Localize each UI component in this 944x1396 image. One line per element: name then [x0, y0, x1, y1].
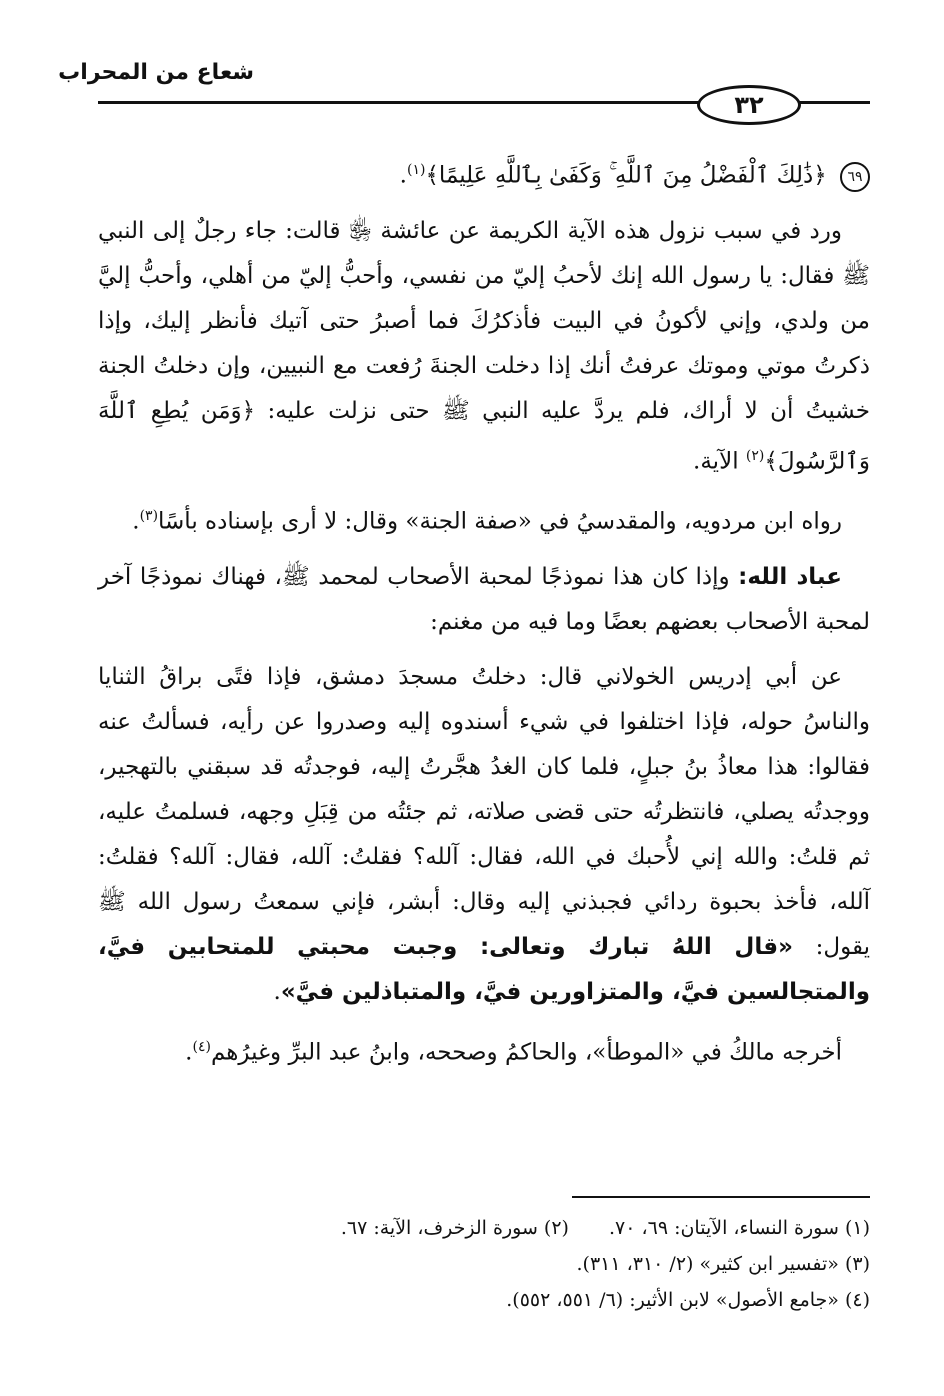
paragraph-5 [98, 1025, 870, 1076]
verse-line [98, 148, 870, 199]
footnote-2: (٢) سورة الزخرف، الآية: ٦٧. [340, 1217, 569, 1239]
footnote-4: (٤) «جامع الأصول» لابن الأثير: (٦/ ٥٥١، ٥٥٢). [506, 1289, 870, 1311]
footnote-row [120, 1210, 870, 1246]
footnote-ref: (٢) [745, 447, 765, 464]
verse-number-badge: ٦٩ [840, 162, 870, 192]
body-text [98, 148, 870, 1086]
footnote-1: (١) سورة النساء، الآيتان: ٦٩، ٧٠. [608, 1217, 870, 1239]
paragraph-2 [98, 494, 870, 545]
paragraph-3-text: وإذا كان هذا نموذجًا لمحبة الأصحاب لمحمد ﷺ، فهناك نموذجًا آخر لمحبة الأصحاب بعضهم بعضًا وما فيه من مغنم: [98, 563, 870, 635]
paragraph-1-text: ورد في سبب نزول هذه الآية الكريمة عن عائشة ﵂ قالت: جاء رجلٌ إلى النبي ﷺ فقال: يا رسول الله إنك لأحبُ إليّ من نفسي، وأحبُّ إليّ من أهلي، وأحبُّ إليَّ من ولدي، وإني لأكونُ في البيت فأذكرُكَ فما أصبرُ حتى آتيك فأنظر إليك، وإذا ذكرتُ موتي وموتك عرفتُ أنك إذا دخلت الجنةَ رُفعت مع النبيين، وإن دخلتُ الجنة خشيتُ أن لا أراك، فلم يردَّ عليه النبي ﷺ حتى نزلت عليه: [98, 217, 870, 424]
paragraph-1 [98, 209, 870, 485]
quran-verse: ﴿ذَٰلِكَ ٱلْفَضْلُ مِنَ ٱللَّهِ ۚ وَكَفَىٰ بِٱللَّهِ عَلِيمًا﴾ [425, 162, 827, 189]
paragraph-4-text: عن أبي إدريس الخولاني قال: دخلتُ مسجدَ دمشق، فإذا فتًى براقُ الثنايا والناسُ حوله، فإذا اختلفوا في شيء أسندوه إليه وصدروا عن رأيه، فسألتُ عنه فقالوا: هذا معاذُ بنُ جبلٍ، فلما كان الغدُ هجَّرتُ إليه، فوجدتُه قد سبقني بالتهجير، ووجدتُه يصلي، فانتظرتُه حتى قضى صلاته، ثم جئتُه من قِبَلِ وجهه، فسلمتُ عليه، ثم قلتُ: والله إني لأُحبك في الله، فقال: آلله؟ فقلتُ: آلله، فقال: آلله؟ فقلتُ: آلله، فأخذ بحبوة ردائي فجبذني إليه وقال: أبشر، فإني سمعتُ رسول الله ﷺ يقول: [98, 663, 870, 960]
footnote-separator [572, 1196, 870, 1198]
paragraph-2-text: رواه ابن مردويه، والمقدسيُ في «صفة الجنة» وقال: لا أرى بإسناده بأسًا [158, 508, 842, 535]
footnote-ref: (٣) [139, 508, 159, 525]
paragraph-5-text: أخرجه مالكُ في «الموطأ»، والحاكمُ وصححه، وابنُ عبد البرِّ وغيرُهم [210, 1039, 842, 1066]
paragraph-2-end: . [132, 508, 140, 535]
page-number: ٣٢ [697, 85, 801, 125]
running-header-title: شعاع من المحراب [58, 60, 254, 85]
verse-end: . [399, 162, 407, 189]
paragraph-1-end: الآية. [693, 448, 746, 475]
paragraph-1-verse: ﴿وَمَن يُطِعِ ٱللَّهَ وَٱلرَّسُولَ﴾ [98, 397, 870, 475]
paragraph-4-end: . [273, 978, 281, 1005]
paragraph-3-lead: عباد الله: [738, 563, 842, 590]
footnote-ref: (١) [406, 162, 426, 178]
paragraph-4 [98, 655, 870, 1015]
paragraph-3 [98, 555, 870, 645]
footnote-ref: (٤) [192, 1038, 211, 1055]
footnotes [120, 1210, 870, 1318]
hadith-quote: «قال اللهُ تبارك وتعالى: وجبت محبتي للمتحابين فيَّ، والمتجالسين فيَّ، والمتزاورين فيَّ، والمتباذلين فيَّ» [98, 933, 870, 1005]
footnote-3: (٣) «تفسير ابن كثير» (٢/ ٣١٠، ٣١١). [576, 1253, 870, 1275]
paragraph-5-end: . [185, 1039, 193, 1066]
